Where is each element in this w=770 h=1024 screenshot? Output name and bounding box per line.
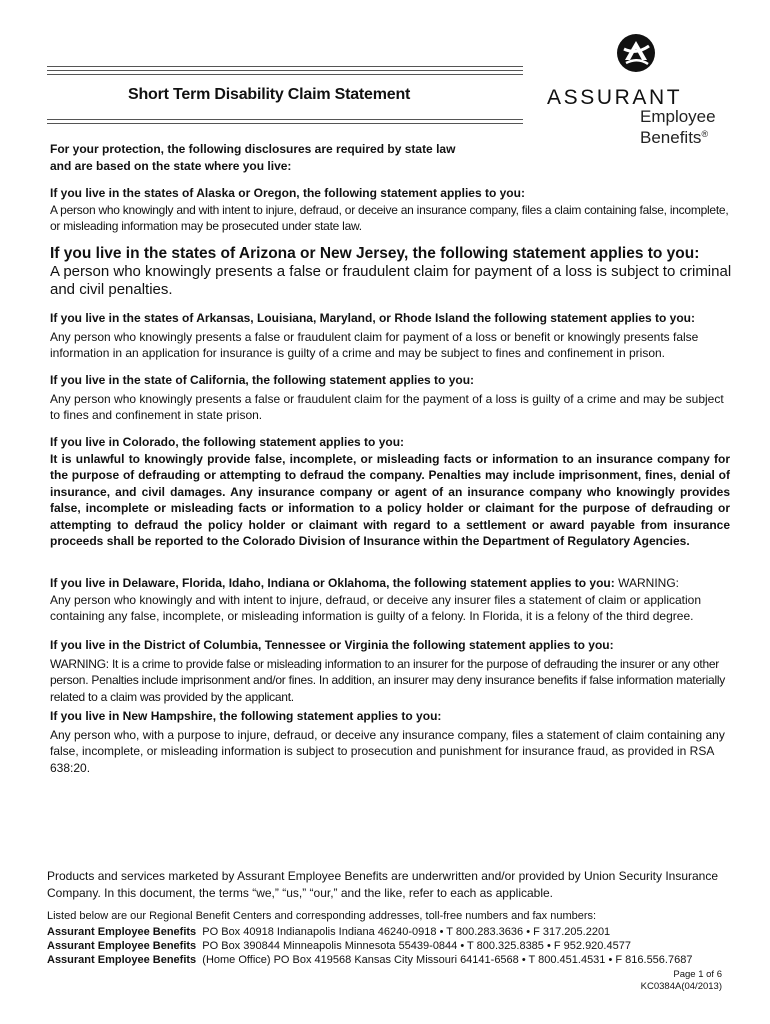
- centers-intro: Listed below are our Regional Benefit Centers and corresponding addresses, toll-free numbers and fax numbers:: [47, 910, 597, 922]
- assurant-logo-icon: [616, 33, 656, 73]
- intro-line-1: For your protection, the following disclosures are required by state law: [50, 142, 456, 156]
- page-info: [641, 969, 722, 993]
- section-text: Any person who knowingly presents a false or fraudulent claim for the payment of a loss is guilty of a crime and may be subject to fines and confinement in state prison.: [50, 391, 724, 422]
- section-text: It is unlawful to knowingly provide false, incomplete, or misleading facts or information to an insurance company for the purpose of defrauding or attempting to defraud the company. Penalties may include imprisonment, fines, denial of insurance, and civil damages. Any insurance company or agent of an insurance company who knowingly provides false, incomplete or misleading facts or information to a policy holder or claimant for the purpose of defrauding or attempting to defraud the policy holder or claimant with regard to a settlement or award payable from insurance proceeds shall be reported to the Colorado Division of Insurance within the Department of Regulatory Agencies.: [50, 451, 730, 548]
- header-rule-bottom-2: [47, 123, 523, 124]
- header-rule-top-3: [47, 74, 523, 75]
- section-heading: If you live in New Hampshire, the following statement applies to you:: [50, 709, 442, 723]
- logo-employee: Employee: [640, 107, 716, 126]
- section-text: Any person who, with a purpose to injure, defraud, or deceive any insurance company, files a statement of claim containing any false, incomplete, or misleading information is subject to prosecution and punishment for insurance fraud, as provided in RSA 638:20.: [50, 727, 725, 775]
- center-row: Assurant Employee Benefits PO Box 40918 Indianapolis Indiana 46240-0918 • T 800.283.3636 • F 317.205.2201: [47, 926, 611, 938]
- logo-benefits: Benefits®: [640, 128, 709, 147]
- section-heading: If you live in the states of Arizona or New Jersey, the following statement applies to you:: [50, 245, 700, 262]
- center-row: Assurant Employee Benefits (Home Office) PO Box 419568 Kansas City Missouri 64141-6568 • T 800.451.4531 • F 816.556.7687: [47, 954, 693, 966]
- intro: [50, 141, 730, 174]
- section-alaska-oregon: [50, 185, 730, 235]
- section-text: Any person who knowingly and with intent to injure, defraud, or deceive any insurer files a statement of claim or application containing any false, incomplete, or misleading information is guilty of a felony. In Florida, it is a felony of the third degree.: [50, 592, 702, 623]
- form-code: KC0384A(04/2013): [640, 981, 722, 992]
- section-heading-line: If you live in Delaware, Florida, Idaho, Indiana or Oklahoma, the following statement applies to you: WARNING:: [50, 576, 679, 590]
- page-title: Short Term Disability Claim Statement: [128, 86, 411, 103]
- section-new-hampshire: [50, 708, 730, 776]
- header-rule-top-2: [47, 70, 523, 71]
- intro-line-2: and are based on the state where you live:: [50, 158, 292, 173]
- page-number: Page 1 of 6: [673, 969, 722, 980]
- section-dc-tn-va: [50, 637, 730, 705]
- section-text: WARNING: It is a crime to provide false or misleading information to an insurer for the purpose of defrauding the insurer or any other person. Penalties include imprisonment and/or fines. In addition, an insurer may deny insurance benefits if false information materially related to a claim was provided by the applicant.: [50, 656, 726, 704]
- logo-wordmark: ASSURANT: [547, 86, 683, 109]
- section-heading: If you live in the states of Arkansas, Louisiana, Maryland, or Rhode Island the following statement applies to you:: [50, 311, 695, 325]
- section-arkansas: [50, 310, 730, 362]
- header-rule-top-1: [47, 66, 523, 67]
- section-heading: If you live in Colorado, the following statement applies to you:: [50, 435, 405, 449]
- section-arizona-newjersey: [50, 244, 740, 299]
- section-colorado: [50, 434, 730, 550]
- products-disclaimer: Products and services marketed by Assurant Employee Benefits are underwritten and/or provided by Union Security Insurance Company. In this document, the terms “we,” “us,” “our,” and the like, refer to each as applicable.: [47, 869, 719, 900]
- section-heading: If you live in the District of Columbia, Tennessee or Virginia the following statement applies to you:: [50, 638, 614, 652]
- center-row: Assurant Employee Benefits PO Box 390844 Minneapolis Minnesota 55439-0844 • T 800.325.8385 • F 952.920.4577: [47, 940, 631, 952]
- section-text: Any person who knowingly presents a false or fraudulent claim for payment of a loss or benefit or knowingly presents false information in an application for insurance is guilty of a crime and may be subject to fines and confinement in prison.: [50, 329, 699, 360]
- section-text: A person who knowingly and with intent to injure, defraud, or deceive an insurance company, files a claim containing false, incomplete, or misleading information may be prosecuted under state law.: [50, 202, 729, 233]
- section-delaware: [50, 575, 730, 625]
- header-rule-bottom-1: [47, 119, 523, 120]
- section-heading: If you live in the states of Alaska or Oregon, the following statement applies to you:: [50, 186, 525, 200]
- regional-centers: [47, 909, 737, 967]
- section-text: A person who knowingly presents a false or fraudulent claim for payment of a loss is subject to criminal and civil penalties.: [50, 263, 732, 298]
- section-california: [50, 372, 730, 424]
- section-heading: If you live in the state of California, the following statement applies to you:: [50, 373, 475, 387]
